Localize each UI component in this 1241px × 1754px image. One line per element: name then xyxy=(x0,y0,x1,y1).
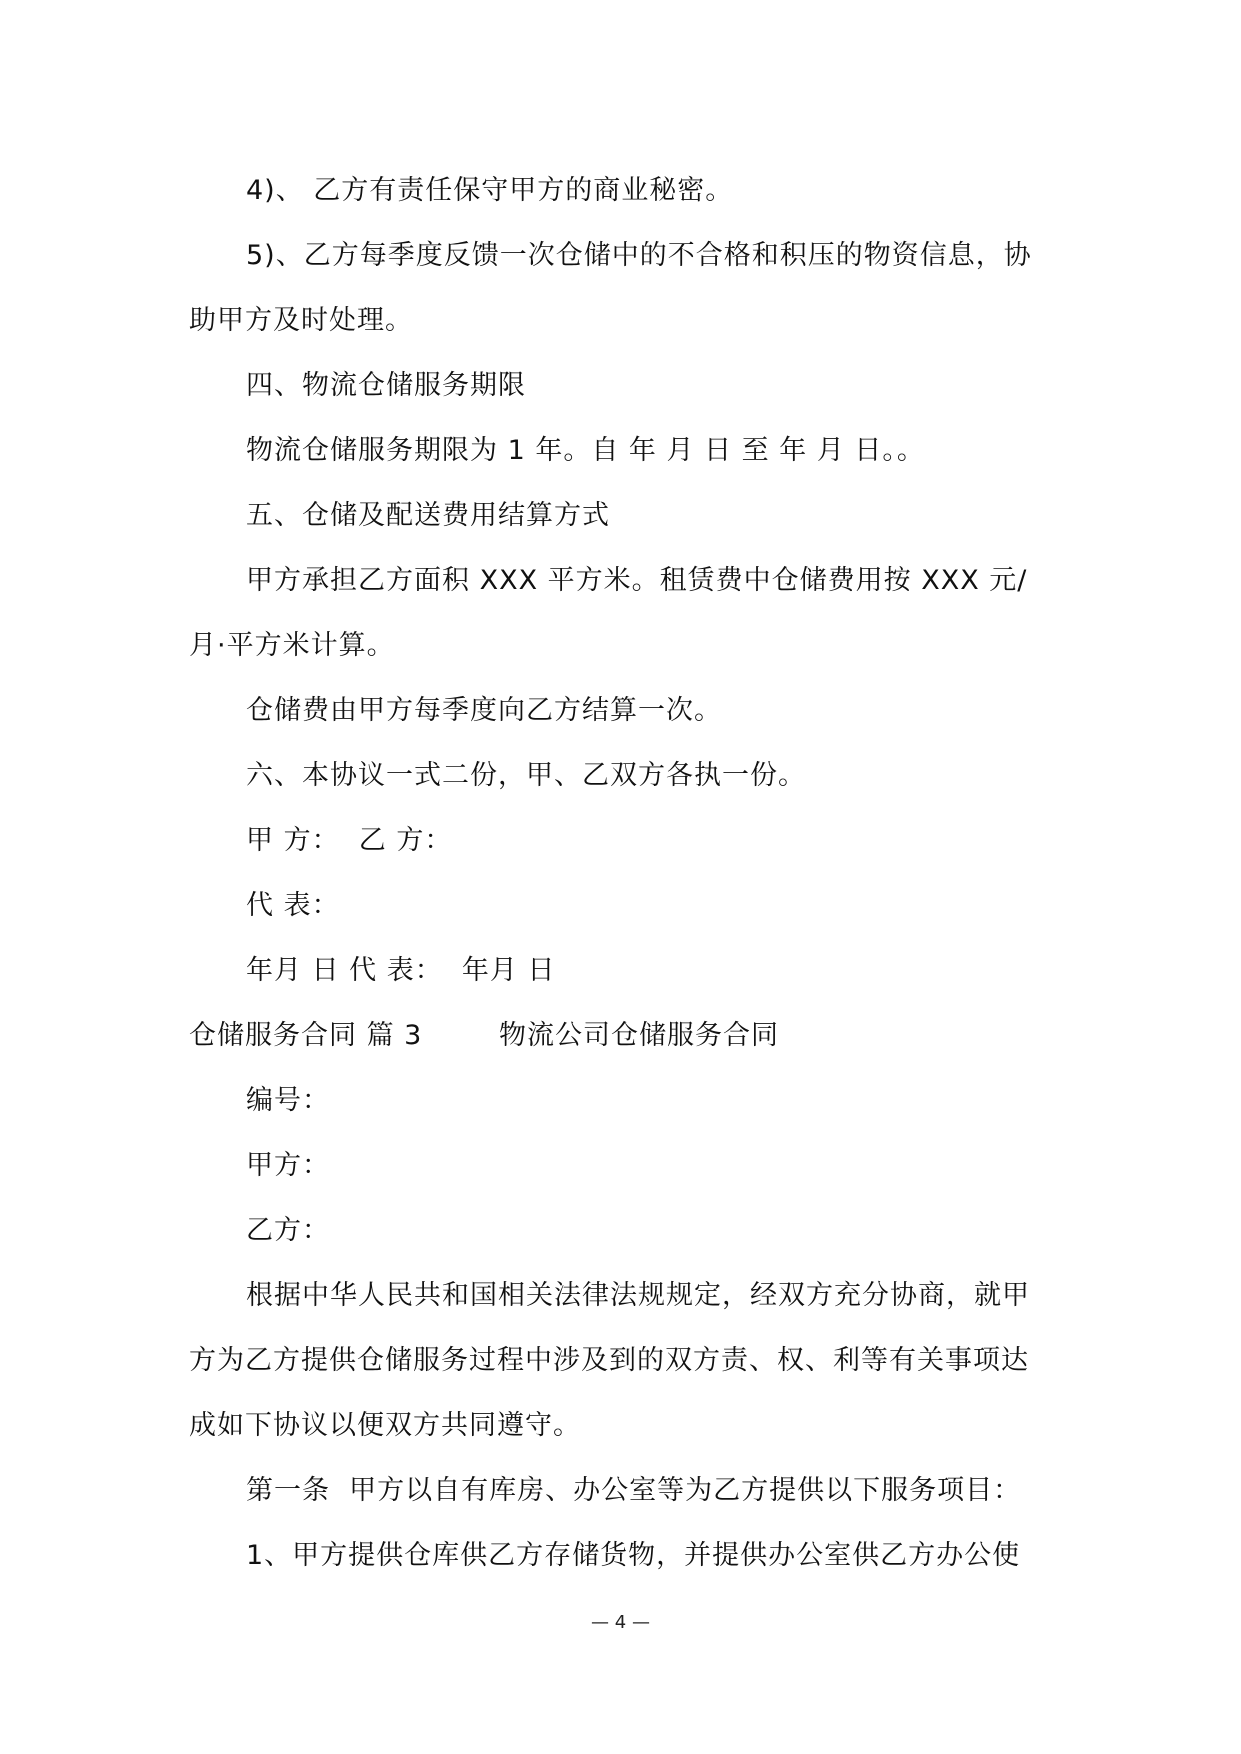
text-line: 助甲方及时处理。 xyxy=(189,305,413,336)
contract-title: 仓储服务合同 篇 3 物流公司仓储服务合同 xyxy=(189,1020,780,1051)
text-line: 1、甲方提供仓库供乙方存储货物，并提供办公室供乙方办公使 xyxy=(246,1540,1021,1571)
section-heading: 六、本协议一式二份，甲、乙双方各执一份。 xyxy=(246,760,806,791)
field-label: 甲方： xyxy=(246,1150,330,1181)
signature-line: 年月 日 代 表： 年月 日 xyxy=(246,955,556,986)
field-label: 编号： xyxy=(246,1085,330,1116)
article-heading: 第一条 甲方以自有库房、办公室等为乙方提供以下服务项目： xyxy=(246,1475,1022,1506)
text-line: 物流仓储服务期限为 1 年。自 年 月 日 至 年 月 日。。 xyxy=(246,435,925,466)
text-line: 方为乙方提供仓储服务过程中涉及到的双方责、权、利等有关事项达 xyxy=(189,1345,1029,1376)
signature-line: 代 表： xyxy=(246,890,340,921)
signature-line: 甲 方： 乙 方： xyxy=(246,825,453,856)
text-line: 4)、 乙方有责任保守甲方的商业秘密。 xyxy=(246,175,734,206)
text-line: 成如下协议以便双方共同遵守。 xyxy=(189,1410,581,1441)
field-label: 乙方： xyxy=(246,1215,330,1246)
text-line: 甲方承担乙方面积 XXX 平方米。租赁费中仓储费用按 XXX 元/ xyxy=(246,565,1028,596)
text-line: 月·平方米计算。 xyxy=(189,630,395,661)
text-line: 5)、乙方每季度反馈一次仓储中的不合格和积压的物资信息，协 xyxy=(246,240,1032,271)
text-line: 根据中华人民共和国相关法律法规规定，经双方充分协商，就甲 xyxy=(246,1280,1030,1311)
section-heading: 四、物流仓储服务期限 xyxy=(246,370,526,401)
section-heading: 五、仓储及配送费用结算方式 xyxy=(246,500,610,531)
text-line: 仓储费由甲方每季度向乙方结算一次。 xyxy=(246,695,722,726)
document-body xyxy=(189,158,1061,1588)
page-number: — 4 — xyxy=(591,1612,650,1633)
